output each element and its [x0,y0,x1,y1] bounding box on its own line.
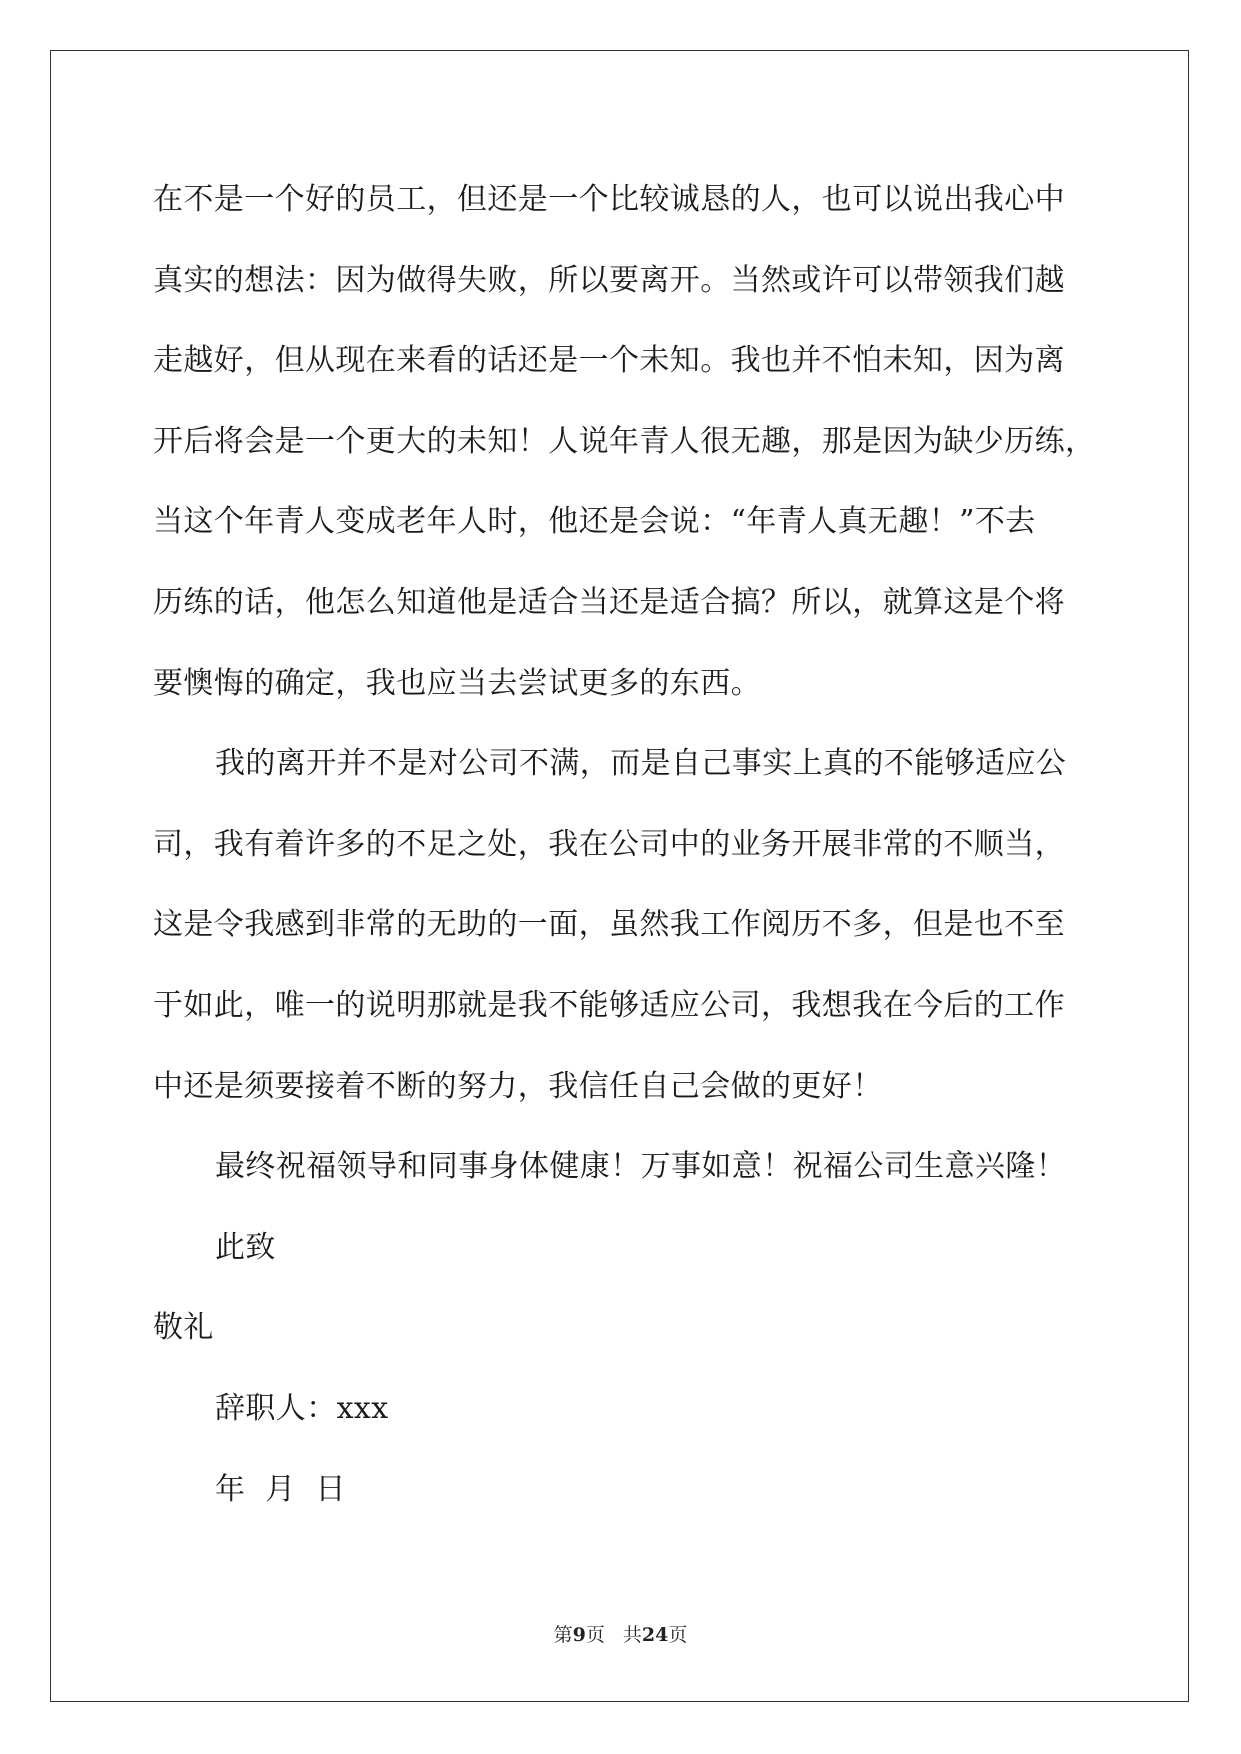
signature-block [153,1369,1093,1530]
document-body [153,160,1096,1530]
text-line: 要懊悔的确定，我也应当去尝试更多的东西。 [153,665,761,701]
paragraph-wishes [153,1127,1093,1208]
text-line: 真实的想法：因为做得失败，所以要离开。当然或许可以带领我们越 [153,262,1065,298]
date-line: 年 月 日 [215,1471,346,1507]
page-number: 9 [572,1624,586,1646]
text-line: 在不是一个好的员工，但还是一个比较诚恳的人，也可以说出我心中 [153,182,1065,217]
text-line: 当这个年青人变成老年人时，他还是会说：“年青人真无趣！”不去 [153,504,1036,540]
page-footer [0,1620,1241,1647]
text-line: 敬礼 [153,1310,214,1346]
text-line: 开后将会是一个更大的未知！人说年青人很无趣，那是因为缺少历练， [153,423,1096,459]
text-line: 历练的话，他怎么知道他是适合当还是适合搞？所以，就算这是个将 [153,584,1065,620]
text-line: 此致 [215,1229,276,1265]
closing-salutation [153,1208,1093,1369]
paragraph-continued [153,160,1096,724]
text-line: 中还是须要接着不断的努力，我信任自己会做的更好！ [153,1068,883,1104]
signer-line: 辞职人：xxx [215,1390,389,1426]
text-line: 司，我有着许多的不足之处，我在公司中的业务开展非常的不顺当， [153,826,1065,862]
page-prefix: 第 [553,1624,573,1646]
total-pages: 24 [641,1624,669,1646]
total-prefix: 共 [622,1624,642,1646]
text-line: 最终祝福领导和同事身体健康！万事如意！祝福公司生意兴隆！ [215,1149,1067,1185]
text-line: 于如此，唯一的说明那就是我不能够适应公司，我想我在今后的工作 [153,987,1065,1023]
page-suffix: 页 [585,1624,605,1646]
total-suffix: 页 [668,1624,688,1646]
text-line: 这是令我感到非常的无助的一面，虽然我工作阅历不多，但是也不至 [153,907,1065,943]
paragraph-reason [153,724,1093,1127]
text-line: 我的离开并不是对公司不满，而是自己事实上真的不能够适应公 [215,746,1067,782]
text-line: 走越好，但从现在来看的话还是一个未知。我也并不怕未知，因为离 [153,343,1065,379]
